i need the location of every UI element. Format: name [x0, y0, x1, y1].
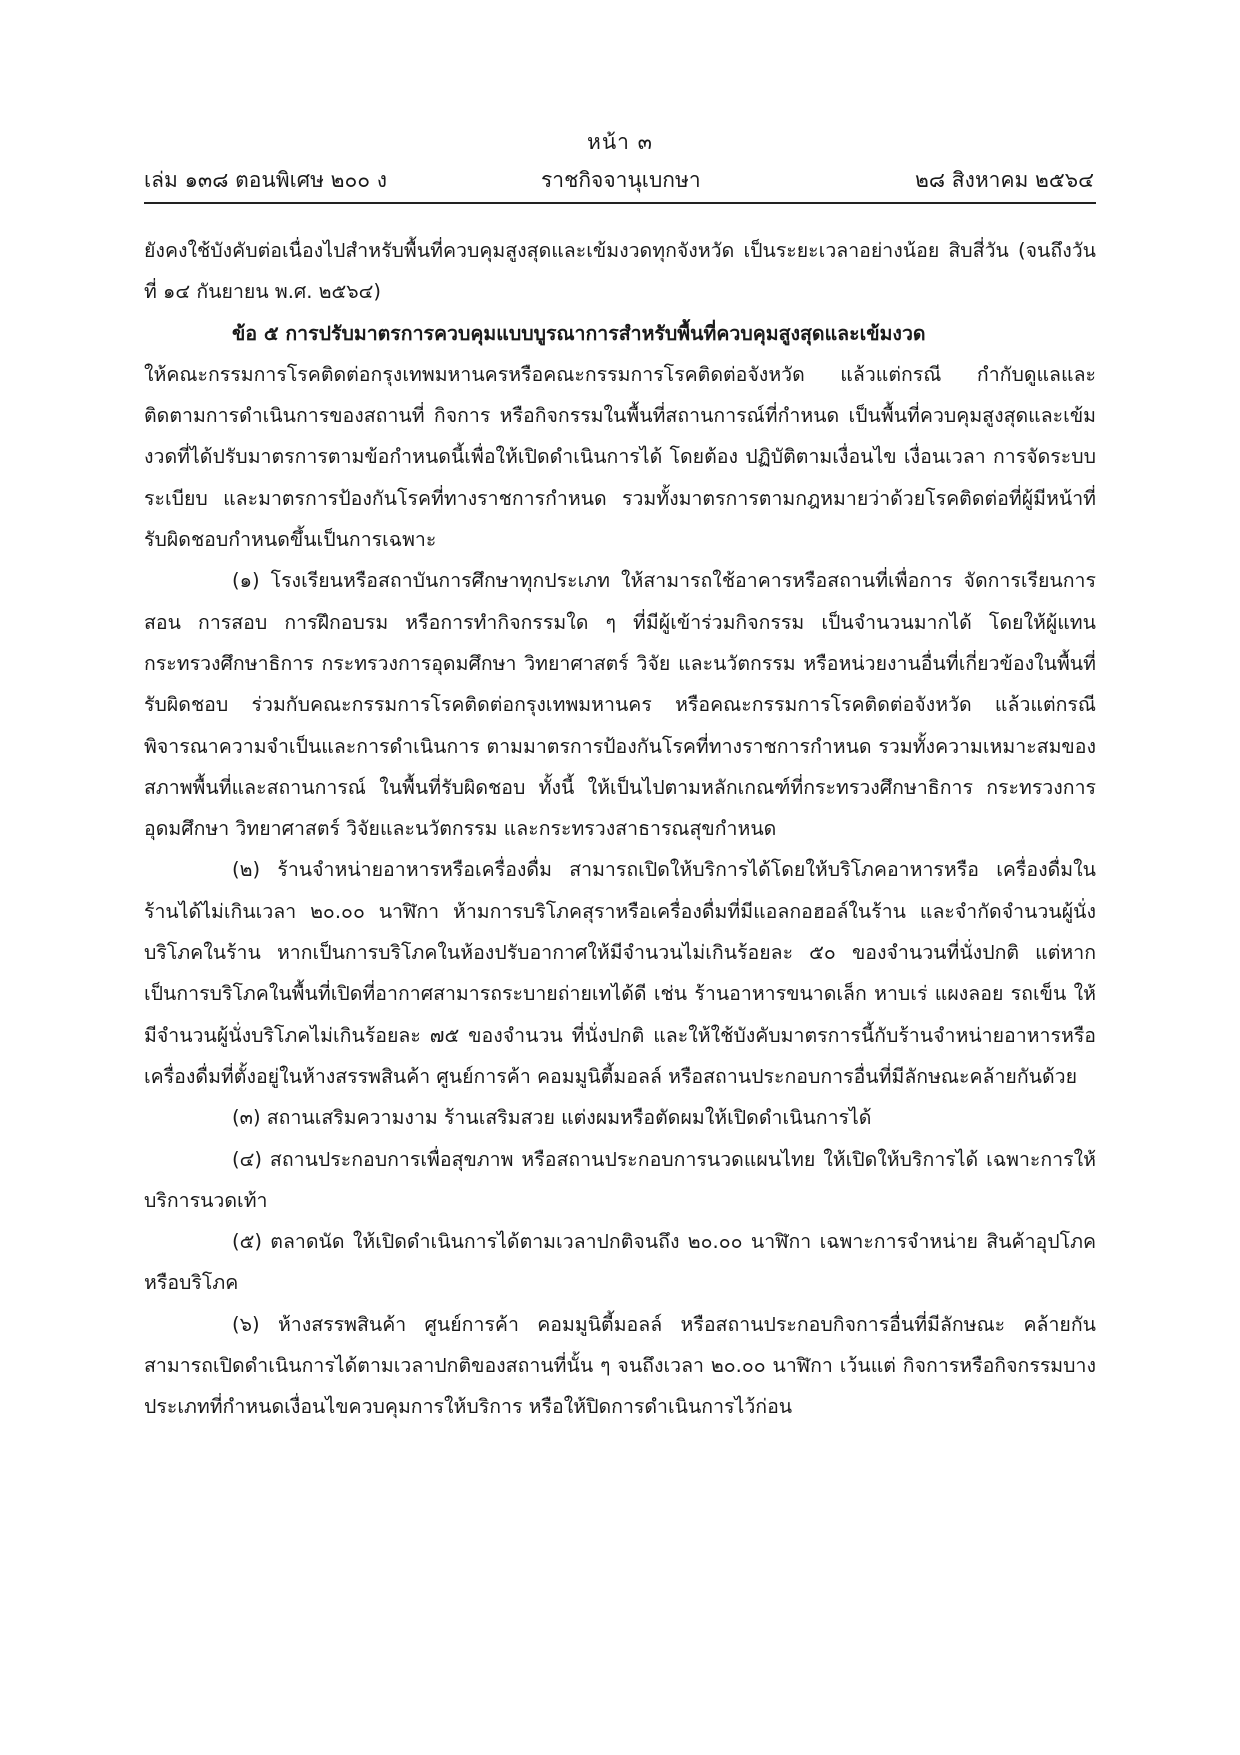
item-2-restaurants: (๒) ร้านจำหน่ายอาหารหรือเครื่องดื่ม สามารถเปิดให้บริการได้โดยให้บริโภคอาหารหรือ เครื่องดื่มในร้านได้ไม่เกินเวลา ๒๐.๐๐ นาฬิกา ห้ามการบริโภคสุราหรือเครื่องดื่มที่มีแอลกอฮอล์ในร้าน และจำกัดจำนวนผู้นั่งบริโภคในร้าน หากเป็นการบริโภคในห้องปรับอากาศให้มีจำนวนไม่เกินร้อยละ ๕๐ ของจำนวนที่นั่งปกติ แต่หากเป็นการบริโภคในพื้นที่เปิดที่อากาศสามารถระบายถ่ายเทได้ดี เช่น ร้านอาหารขนาดเล็ก หาบเร่ แผงลอย รถเข็น ให้มีจำนวนผู้นั่งบริโภคไม่เกินร้อยละ ๗๕ ของจำนวน ที่นั่งปกติ และให้ใช้บังคับมาตรการนี้กับร้านจำหน่ายอาหารหรือเครื่องดื่มที่ตั้งอยู่ในห้างสรรพสินค้า ศูนย์การค้า คอมมูนิตี้มอลล์ หรือสถานประกอบการอื่นที่มีลักษณะคล้ายกันด้วย — [144, 858, 1096, 1088]
volume-issue: เล่ม ๑๓๘ ตอนพิเศษ ๒๐๐ ง — [144, 168, 388, 192]
clause-5-heading: ข้อ ๕ การปรับมาตรการควบคุมแบบบูรณาการสำหรับพื้นที่ควบคุมสูงสุดและเข้มงวด — [232, 321, 926, 345]
item-1-schools: (๑) โรงเรียนหรือสถาบันการศึกษาทุกประเภท ให้สามารถใช้อาคารหรือสถานที่เพื่อการ จัดการเรียนการสอน การสอบ การฝึกอบรม หรือการทำกิจกรรมใด ๆ ที่มีผู้เข้าร่วมกิจกรรม เป็นจำนวนมากได้ โดยให้ผู้แทนกระทรวงศึกษาธิการ กระทรวงการอุดมศึกษา วิทยาศาสตร์ วิจัย และนวัตกรรม หรือหน่วยงานอื่นที่เกี่ยวข้องในพื้นที่รับผิดชอบ ร่วมกับคณะกรรมการโรคติดต่อกรุงเทพมหานคร หรือคณะกรรมการโรคติดต่อจังหวัด แล้วแต่กรณี พิจารณาความจำเป็นและการดำเนินการ ตามมาตรการป้องกันโรคที่ทางราชการกำหนด รวมทั้งความเหมาะสมของสภาพพื้นที่และสถานการณ์ ในพื้นที่รับผิดชอบ ทั้งนี้ ให้เป็นไปตามหลักเกณฑ์ที่กระทรวงศึกษาธิการ กระทรวงการอุดมศึกษา วิทยาศาสตร์ วิจัยและนวัตกรรม และกระทรวงสาธารณสุขกำหนด — [144, 569, 1096, 841]
paragraph-continuation: ยังคงใช้บังคับต่อเนื่องไปสำหรับพื้นที่ควบคุมสูงสุดและเข้มงวดทุกจังหวัด เป็นระยะเวลาอย่างน้อย สิบสี่วัน (จนถึงวันที่ ๑๔ กันยายน พ.ศ. ๒๕๖๔) — [144, 239, 1096, 304]
page-number: หน้า ๓ — [586, 130, 654, 154]
item-6-malls: (๖) ห้างสรรพสินค้า ศูนย์การค้า คอมมูนิตี้มอลล์ หรือสถานประกอบกิจการอื่นที่มีลักษณะ คล้ายกันสามารถเปิดดำเนินการได้ตามเวลาปกติของสถานที่นั้น ๆ จนถึงเวลา ๒๐.๐๐ นาฬิกา เว้นแต่ กิจการหรือกิจกรรมบางประเภทที่กำหนดเงื่อนไขควบคุมการให้บริการ หรือให้ปิดการดำเนินการไว้ก่อน — [144, 1312, 1096, 1419]
item-3-beauty-salons: (๓) สถานเสริมความงาม ร้านเสริมสวย แต่งผมหรือตัดผมให้เปิดดำเนินการได้ — [232, 1106, 872, 1130]
publication-title: ราชกิจจานุเบกษา — [541, 168, 701, 192]
header-divider — [144, 202, 1096, 204]
clause-5-body: ให้คณะกรรมการโรคติดต่อกรุงเทพมหานครหรือคณะกรรมการโรคติดต่อจังหวัด แล้วแต่กรณี กำกับดูแลและติดตามการดำเนินการของสถานที่ กิจการ หรือกิจกรรมในพื้นที่สถานการณ์ที่กำหนด เป็นพื้นที่ควบคุมสูงสุดและเข้มงวดที่ได้ปรับมาตรการตามข้อกำหนดนี้เพื่อให้เปิดดำเนินการได้ โดยต้อง ปฏิบัติตามเงื่อนไข เงื่อนเวลา การจัดระบบ ระเบียบ และมาตรการป้องกันโรคที่ทางราชการกำหนด รวมทั้งมาตรการตามกฎหมายว่าด้วยโรคติดต่อที่ผู้มีหน้าที่รับผิดชอบกำหนดขึ้นเป็นการเฉพาะ — [144, 362, 1096, 552]
publication-date: ๒๘ สิงหาคม ๒๕๖๔ — [915, 168, 1094, 192]
item-4-health-massage: (๔) สถานประกอบการเพื่อสุขภาพ หรือสถานประกอบการนวดแผนไทย ให้เปิดให้บริการได้ เฉพาะการให้บริการนวดเท้า — [144, 1147, 1096, 1212]
item-5-markets: (๕) ตลาดนัด ให้เปิดดำเนินการได้ตามเวลาปกติจนถึง ๒๐.๐๐ นาฬิกา เฉพาะการจำหน่าย สินค้าอุปโภคหรือบริโภค — [144, 1230, 1096, 1295]
document-body — [144, 230, 1096, 1428]
gazette-header — [144, 164, 1094, 200]
